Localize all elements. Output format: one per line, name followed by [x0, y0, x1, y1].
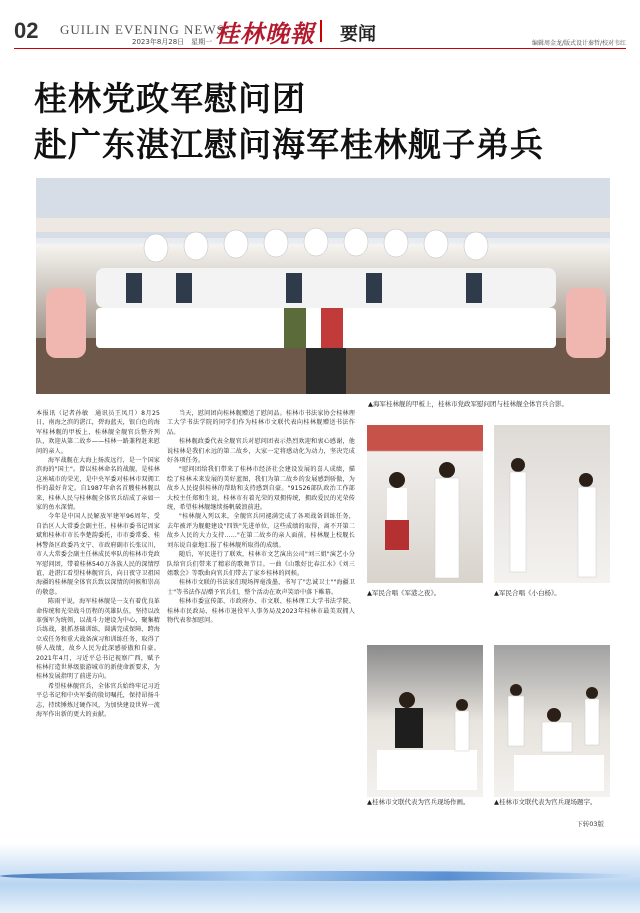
article-paragraph: 桂林市委宣传部、市政府办、市文联、桂林理工大学书法学院、桂林市民政局、桂林市退役军人事务局及2023年桂林市最美双拥人物代表参加慰问。	[167, 598, 355, 624]
article-paragraph: 随后，军民进行了联欢，桂林市文艺演出公司"刘三姐"演艺小分队给官兵们带来了精彩的歌舞节目。一曲《山歌好比春江水》《刘三姐歌会》等歌曲向官兵们带去了家乡桂林的问候。	[167, 551, 355, 577]
photo-chorus-1-illustration	[367, 425, 483, 583]
photo-chorus-2	[494, 425, 610, 583]
article-paragraph: 陈雨平说，海军桂林舰是一支有着优良革命传统和光荣战斗历程的英雄队伍，坚持以改革强军为统领，以战斗力建设为中心，聚集精兵练战，狠抓基础训练，圆满完成保障、跨海立成任务和重大战备演习和训练任务，取得了骄人战绩，故乡人民为此深感骄傲和自豪。2021年4月，习近平总书记视察广西，赋予桂林打造世界级旅游城市的新使命新要求，为桂林发展指明了前进方向。	[36, 598, 160, 681]
masthead	[0, 0, 640, 48]
article-paragraph: "慰问团给我们带来了桂林市经济社会建设发展的喜人成绩，描绘了桂林未来发展的美好蓝图，我们为第二故乡的发展感到骄傲，为故乡人民提供桂林的帮助和支持感到自豪。"91526部队政治工作部大校主任郑和生说，桂林市有着光荣的双拥传统，拥政爱民的光荣传统，希望桂林舰继续扬帆破浪前进。	[167, 466, 355, 512]
article-column-1	[36, 409, 160, 814]
photo-calligraphy	[494, 645, 610, 797]
article-column-2	[167, 409, 355, 814]
headline-line-2: 赴广东湛江慰问海军桂林舰子弟兵	[34, 125, 544, 164]
footer-band	[0, 843, 640, 913]
photo-calligraphy-caption: ▲桂林市文联代表为官兵现场题字。	[494, 798, 597, 806]
article-paragraph: 今年是中国人民解放军建军96周年，受自治区人大常委会副主任、桂林市委书记周家斌和桂林市市长李楚韵委托，市市委常委、桂林警备区政委冯文宁、市政府副市长张议川，市人大常委会副主任林成民率队的桂林市党政军慰问团，带着桂林540万各族人民的深情厚谊，赴湛江看望桂林舰官兵，向日夜守卫祖国海疆的桂林舰全体官兵致以深情的问候和崇高的敬意。	[36, 513, 160, 596]
headline	[34, 76, 544, 168]
header-rule	[14, 48, 626, 49]
photo-chorus-2-illustration	[494, 425, 610, 583]
group-photo	[36, 178, 610, 394]
photo-chorus-1-caption: ▲军民合唱《军港之夜》。	[367, 589, 441, 597]
continued-on-next: 下转03版	[576, 820, 604, 828]
section-divider	[320, 20, 322, 42]
photo-painting-illustration	[367, 645, 483, 797]
issue-date: 2023年8月28日 星期一	[132, 38, 213, 46]
brand-logo: 桂林晚報	[215, 19, 315, 48]
article-paragraph: 希望桂林舰官兵，全体官兵始终牢记习近平总书记和中央军委的殷切嘱托，保持昂扬斗志，持续锤炼过硬作风，为加快建设世界一流海军作出新的更大的贡献。	[36, 682, 160, 718]
photo-calligraphy-illustration	[494, 645, 610, 797]
photo-painting-caption: ▲桂林市文联代表为官兵现场作画。	[367, 798, 470, 806]
group-photo-caption: ▲海军桂林舰的甲板上，桂林市党政军慰问团与桂林舰全体官兵合影。	[368, 400, 568, 408]
brand-english: GUILIN EVENING NEWS	[60, 22, 225, 37]
editor-credits: 编辑周金龙/版式设计秦哲/校对韦红	[531, 40, 626, 47]
article-paragraph: 桂林市文联的书法家们现场挥毫泼墨，书写了"忠诚卫士""海疆卫士"等书法作品赠予官兵们，整个活动在欢声笑语中落下帷幕。	[167, 579, 355, 596]
page-number: 02	[14, 18, 39, 43]
article-paragraph: "桂林舰入列以来，全舰官兵同褪满完成了各项战备训练任务，去年被评为舰艇建设"四铁"先进单位，这些成绩的取得，离不开第二故乡人民的大力支持……"在第二故乡的亲人面前，桂林舰上校舰长刘东说自豪地汇报了桂林舰所取得的成绩。	[167, 513, 355, 549]
photo-chorus-2-caption: ▲军民合唱《小白杨》。	[494, 589, 561, 597]
article-paragraph: 本报讯（记者孙敏 通讯员王凤月）8月25日，南海之滨的湛江，碧海蓝天，银白色的海军桂林舰的甲板上，桂林舰全舰官兵整齐列队，欢迎从第二故乡——桂林一路兼程赶来慰问的亲人。	[36, 410, 160, 455]
photo-painting	[367, 645, 483, 797]
article-paragraph: 当天，慰问团向桂林舰赠送了慰问品。桂林市书法家协会桂林理工大学书法学院的同学们作为桂林市文联代表向桂林舰赠送书法作品。	[167, 410, 355, 436]
photo-chorus-1	[367, 425, 483, 583]
article-paragraph: 桂林舰政委代表全舰官兵对慰问团表示热烈欢迎和衷心感谢，他说桂林是我们永远的第二故乡，大家一定将感动化为动力，坚决完成好各项任务。	[167, 438, 355, 465]
headline-line-1: 桂林党政军慰问团	[34, 79, 306, 118]
article-paragraph: 海军战舰在大海上扬波远行，是一个国家滨海的"国土"。曾以桂林命名的战舰，是桂林这座城市的荣光，是中央军委对桂林市双拥工作的最好肯定。自1987年命名首艘桂林舰以来，桂林人民与桂林舰全体官兵结成了亲如一家的鱼水深情。	[36, 457, 160, 512]
section-title: 要闻	[340, 24, 376, 45]
group-photo-illustration	[36, 178, 610, 394]
